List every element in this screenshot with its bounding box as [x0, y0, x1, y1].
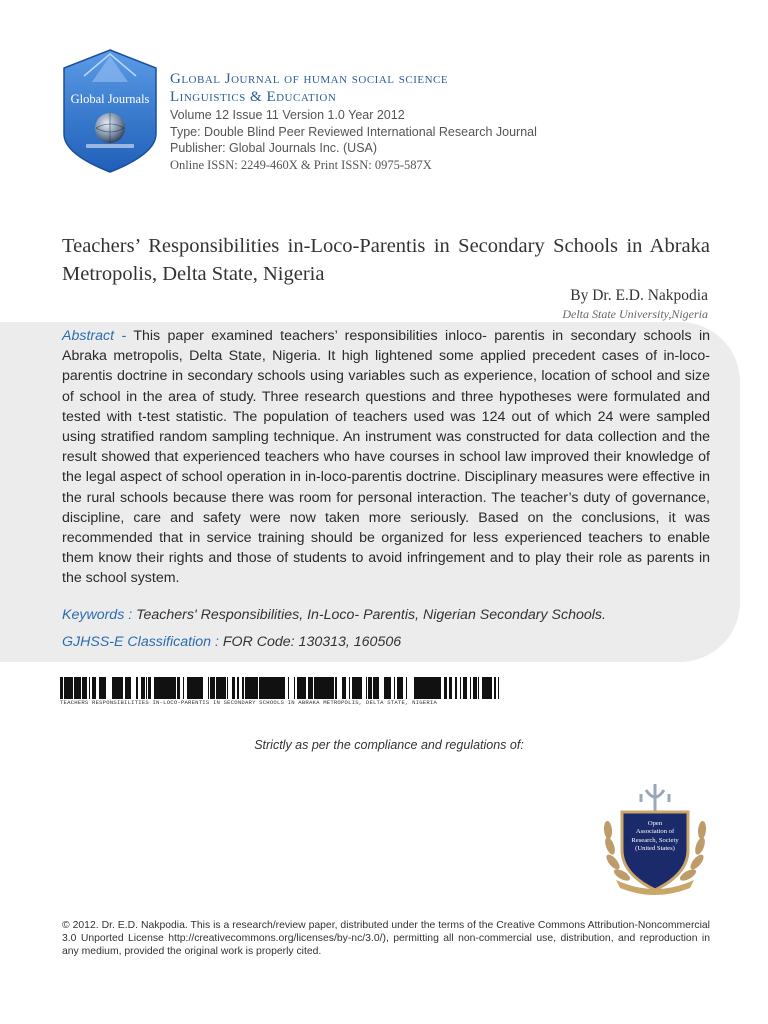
keywords-text: Teachers' Responsibilities, In-Loco- Parentis, Nigerian Secondary Schools. — [136, 607, 606, 623]
author-affiliation: Delta State University,Nigeria — [562, 307, 708, 321]
globe-shield-icon — [62, 48, 158, 174]
journal-header — [170, 70, 730, 173]
keywords — [62, 607, 710, 623]
journal-publisher: Publisher: Global Journals Inc. (USA) — [170, 141, 378, 155]
seal-text: Open Association of Research, Society (United States) — [631, 820, 679, 853]
classification — [62, 634, 710, 650]
abstract-text: This paper examined teachers’ responsibilities inloco- parentis in secondary schools in Abraka metropolis, Delta State, Nigeria. It high lightened some applied precedent cases of in-loco-parentis doctrine in secondary schools using variables such as experience, location of school and size of school in the area of study. Three research questions and three hypotheses were formulated and tested with t-test statistic. The population of teachers used was 124 out of which 24 were sampled using stratified random sampling technique. An instrument was constructed for data collection and the result showed that experienced teachers who have courses in school law improved their knowledge of the legal aspect of school operation in in-loco-parentis doctrine. Disciplinary measures were effective in the rural schools because there was room for personal interaction. The teacher’s duty of governance, discipline, care and safety were now taken more seriously. Based on the conclusions, it was recommended that in service training should be organized for less experienced teachers to enable them know their rights and those of students to avoid infringement and to play their role as parents in the school system. — [62, 328, 710, 587]
barcode-text: TEACHERS RESPONSIBILITIES IN-LOCO-PARENTIS IN SECONDARY SCHOOLS IN ABRAKA METROPOLIS, DELTA STATE, NIGERIA — [60, 699, 438, 706]
journal-title: Global Journal of human social science — [170, 71, 449, 87]
logo-text: Global Journals — [70, 92, 150, 106]
journal-volume: Volume 12 Issue 11 Version 1.0 Year 2012 — [170, 108, 405, 122]
paper-title: Teachers’ Responsibilities in-Loco-Parentis in Secondary Schools in Abraka Metropolis, Delta State, Nigeria — [62, 235, 710, 285]
paper-author: By Dr. E.D. Nakpodia — [570, 287, 708, 304]
keywords-label: Keywords : — [62, 607, 133, 623]
license-footer: © 2012. Dr. E.D. Nakpodia. This is a research/review paper, distributed under the terms of the Creative Commons Attribution-Noncommercial 3.0 Unported License http://creativecommons.org/licenses/by-nc/3.0/), permitting all non-commercial use, distribution, and reproduction in any medium, provided the original work is properly cited. — [62, 920, 710, 957]
oars-seal — [596, 782, 714, 900]
abstract-label: Abstract - — [62, 328, 127, 344]
abstract — [62, 326, 710, 589]
journal-issn: Online ISSN: 2249-460X & Print ISSN: 0975-587X — [170, 157, 432, 172]
classification-label: GJHSS-E Classification : — [62, 634, 219, 650]
compliance-note: Strictly as per the compliance and regulations of: — [254, 738, 524, 752]
classification-text: FOR Code: 130313, 160506 — [222, 634, 402, 650]
barcode-icon — [60, 677, 506, 699]
global-journals-logo — [62, 48, 158, 174]
journal-subtitle: Linguistics & Education — [170, 89, 337, 105]
journal-type: Type: Double Blind Peer Reviewed International Research Journal — [170, 124, 537, 139]
